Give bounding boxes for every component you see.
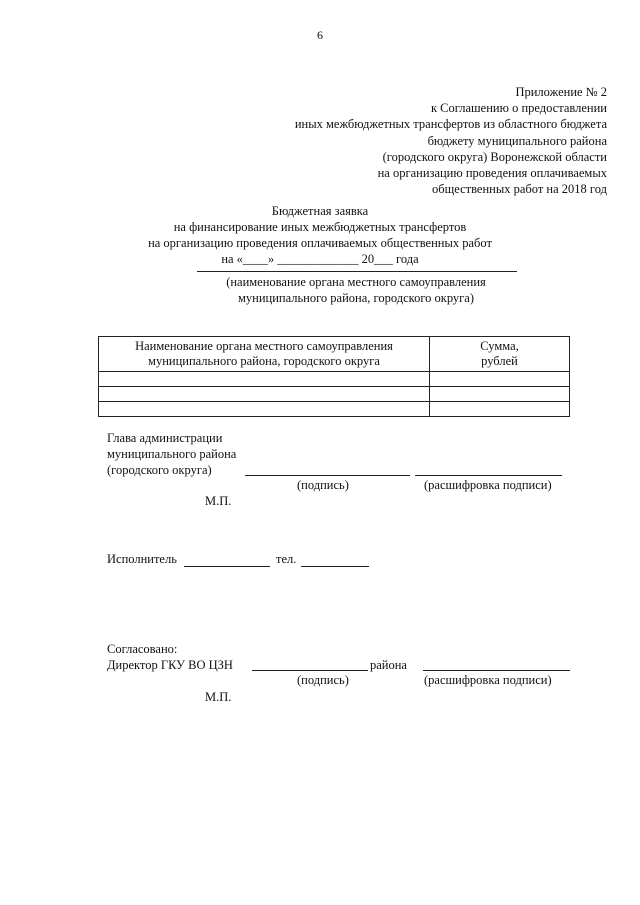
page-number: 6 (317, 28, 323, 42)
appendix-line: общественных работ на 2018 год (431, 182, 607, 197)
title-date-line: на «____» _____________ 20___ года (221, 252, 419, 266)
appendix-line: Приложение № 2 (515, 85, 607, 99)
district-label: района (370, 658, 407, 672)
table-row (99, 402, 570, 417)
organization-name-caption (0, 275, 640, 306)
head-title-line1: Глава администрации (107, 431, 223, 445)
phone-line (301, 566, 369, 567)
appendix-line: (городского округа) Воронежской области (382, 149, 607, 164)
table-cell (430, 372, 570, 387)
appendix-line: бюджету муниципального района (427, 133, 607, 148)
head-title-line3: (городского округа) (107, 463, 212, 477)
table-row (99, 372, 570, 387)
table-cell (99, 387, 430, 402)
column-header-amount: Сумма, рублей (430, 337, 570, 372)
caption-line: муниципального района, городского округа) (237, 290, 475, 305)
table-row (99, 387, 570, 402)
appendix-line: на организацию проведения оплачиваемых (377, 166, 607, 181)
head-signature-line (245, 475, 410, 476)
agreed-label: Согласовано: (107, 642, 178, 656)
appendix-line: к Соглашению о предоставлении (430, 101, 607, 116)
director-label: Директор ГКУ ВО ЦЗН (107, 658, 233, 672)
director-signature-caption: (подпись) (297, 673, 349, 687)
table-cell (99, 402, 430, 417)
organization-name-line (197, 271, 517, 272)
appendix-line: иных межбюджетных трансфертов из областного бюджета (294, 117, 607, 132)
title-line: на финансирование иных межбюджетных трансфертов (173, 220, 467, 234)
head-decoding-caption: (расшифровка подписи) (424, 478, 552, 492)
column-header-organization: Наименование органа местного самоуправления муниципального района, городского округа (99, 337, 430, 372)
title-line: Бюджетная заявка (271, 204, 369, 218)
appendix-header (295, 84, 607, 197)
table-cell (430, 387, 570, 402)
phone-label: тел. (276, 552, 297, 566)
director-decoding-line (423, 670, 570, 671)
director-stamp-mark: М.П. (205, 690, 232, 704)
budget-table (98, 336, 570, 417)
head-decoding-line (415, 475, 562, 476)
table-cell (430, 402, 570, 417)
table-cell (99, 372, 430, 387)
executor-name-line (184, 566, 270, 567)
head-title-line2: муниципального района (107, 447, 237, 461)
title-line: на организацию проведения оплачиваемых общественных работ (148, 236, 492, 250)
table-header-row (99, 337, 570, 372)
director-decoding-caption: (расшифровка подписи) (424, 673, 552, 687)
head-stamp-mark: М.П. (205, 494, 232, 508)
executor-label: Исполнитель (107, 552, 177, 566)
director-signature-line (252, 670, 368, 671)
document-title (0, 203, 640, 267)
caption-line: (наименование органа местного самоуправления (226, 275, 486, 289)
head-signature-caption: (подпись) (297, 478, 349, 492)
